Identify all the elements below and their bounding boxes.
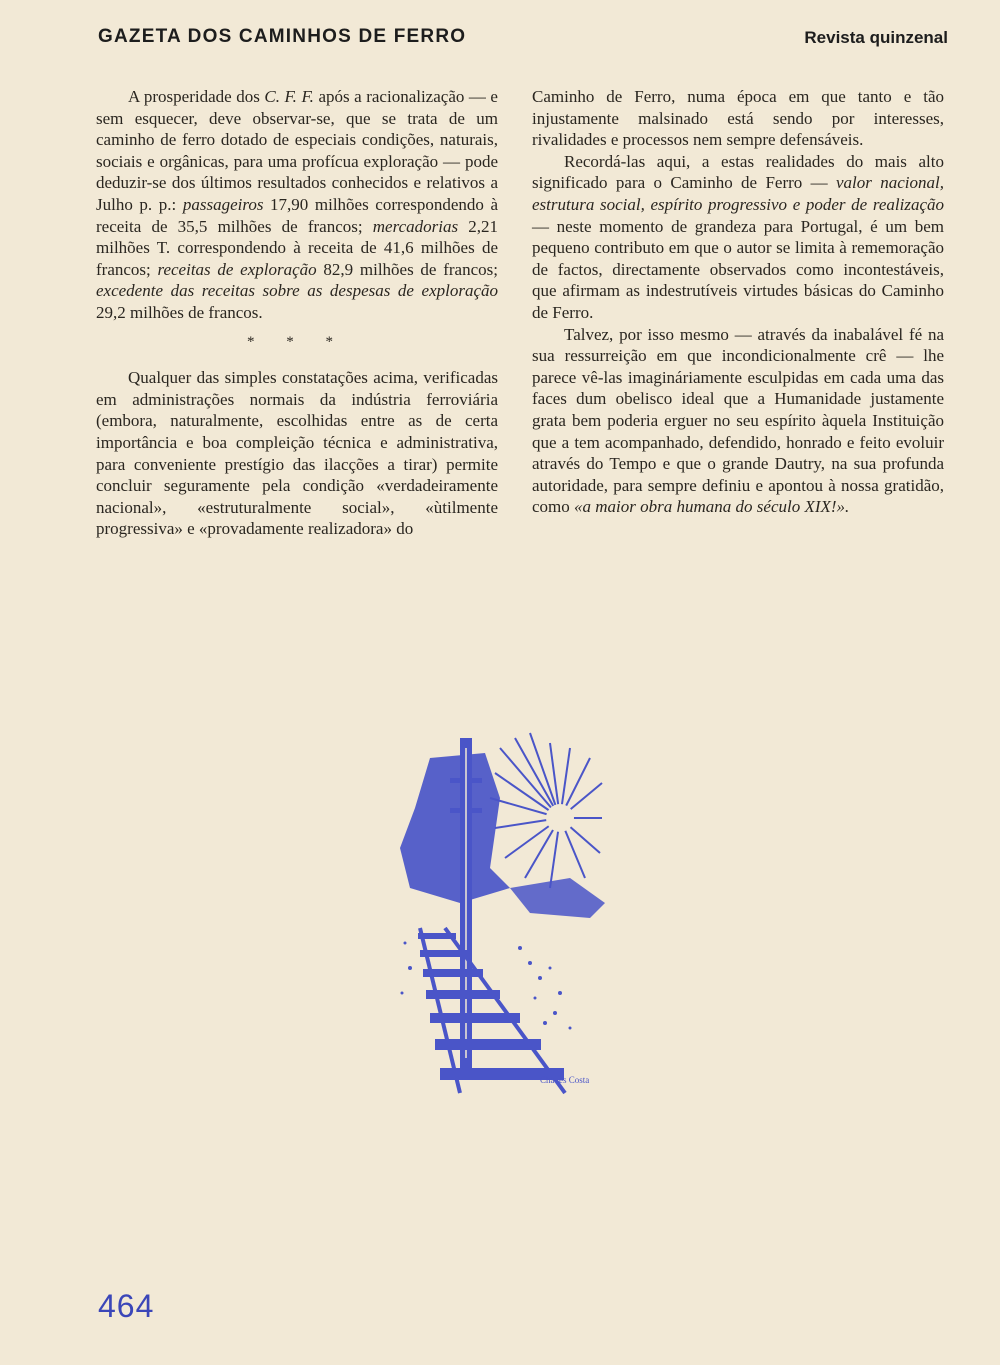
journal-title: GAZETA DOS CAMINHOS DE FERRO xyxy=(98,26,467,47)
right-column xyxy=(532,86,944,518)
text-run: 29,2 milhões de francos. xyxy=(96,302,263,322)
emphasis-virtues: valor nacional, estrutura social, espírito progressivo e poder de realização xyxy=(532,173,944,214)
text-run: 17,90 milhões correspondendo à receita de 35,5 milhões de francos; xyxy=(96,194,499,236)
artist-signature: Chaves Costa xyxy=(540,1075,590,1085)
text-run: A prosperidade dos xyxy=(128,87,265,106)
text-run: Recordá-las aqui, a estas realidades do mais alto significado para o Caminho de Ferro — xyxy=(532,151,944,193)
paragraph-continuation: Caminho de Ferro, numa época em que tanto e tão injustamente malsinado está sendo por interesses, rivalidades e processos nem sempre defensáveis. xyxy=(532,87,944,150)
emphasis-excedente: excedente das receitas sobre as despesas de exploração xyxy=(96,281,498,301)
text-run: Talvez, por isso mesmo — através da inabalável fé na sua ressurreição em que incondicionalmente crê — lhe parece vê-las imagináriamente esculpidas em cada uma das faces dum obelisco ideal que a Humanidade justamente grata bem poderia erguer no seu espírito àquela Instituição que a tem acompanhado, defendido, honrado e feito evoluir através do Tempo e que o grande Dautry, na sua profunda autoridade, para sempre definiu e apontou à nossa gratidão, como xyxy=(532,324,944,517)
journal-subtitle: Revista quinzenal xyxy=(804,28,948,47)
emphasis-cff: C. F. F. xyxy=(264,87,314,106)
paragraph-talvez xyxy=(532,324,944,518)
paragraph-constatacoes: Qualquer das simples constatações acima, verificadas em administrações normais da indústria ferroviária (embora, naturalmente, escolhidas entre as de certa importância e boa compleição técnica e administrativa, para conveniente prestígio das ilacções a tirar) permite concluir seguramente pela condição «verdadeiramente nacional», «estruturalmente social», «ùtilmente progressiva» e «provadamente realizadora» do xyxy=(96,368,498,539)
emphasis-passageiros: passageiros xyxy=(182,194,264,214)
railway-track-sunburst-illustration xyxy=(390,728,605,1098)
text-run: — neste momento de grandeza para Portugal, é um bem pequeno contributo em que o autor se limita à rememoração de factos, directamente observados como incontestáveis, que afirmam as indestrutíveis virtudes básicas do Caminho de Ferro. xyxy=(532,216,944,322)
paragraph-recorda-las xyxy=(532,151,944,324)
paragraph-prosperidade xyxy=(96,86,498,324)
sunburst-icon xyxy=(490,733,602,888)
emphasis-mercadorias: mercadorias xyxy=(372,216,459,236)
page-number: 464 xyxy=(98,1288,155,1324)
text-run: 2,21 milhões T. correspondendo à receita de 41,6 milhões de francos; xyxy=(96,216,499,279)
left-column xyxy=(96,86,498,540)
emphasis-receitas: receitas de exploração xyxy=(157,259,317,279)
emphasis-quote-dautry: «a maior obra humana do século XIX!». xyxy=(574,497,850,517)
text-run: após a racionalização — e sem esquecer, deve observar-se, que se trata de um caminho de ferro dotado de especiais condições, naturais, sociais e orgânicas, para uma profícua exploração — pode deduzir-se dos últimos resultados conhecidos e relativos a Julho p. p.: xyxy=(96,87,498,214)
section-separator: * * * xyxy=(247,333,347,350)
text-run: 82,9 milhões de francos; xyxy=(316,259,498,279)
